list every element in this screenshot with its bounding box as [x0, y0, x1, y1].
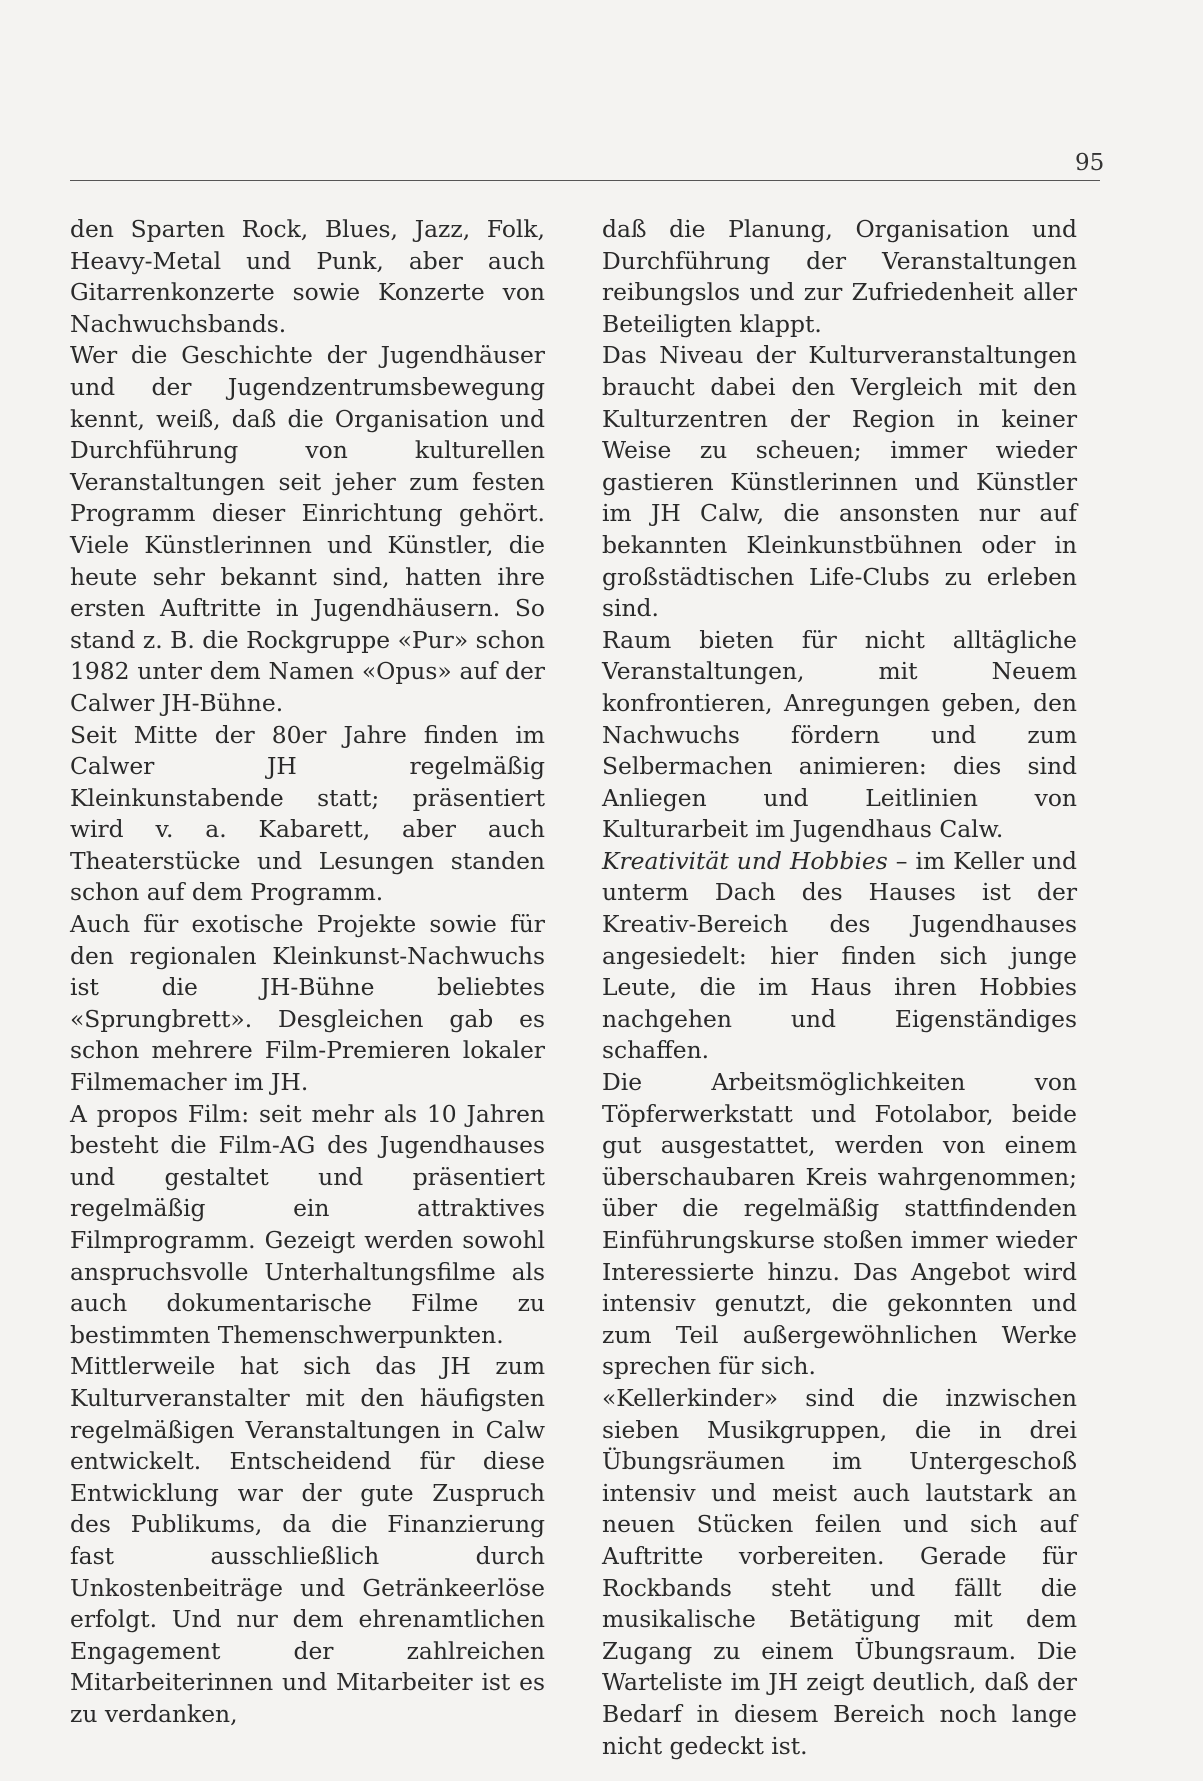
paragraph: daß die Planung, Organisation und Durchführung der Veranstaltungen reibungslos und zur Zufriedenheit aller Beteiligten klappt.: [602, 215, 1077, 338]
italic-heading: Kreativität und Hobbies: [602, 846, 888, 875]
paragraph: A propos Film: seit mehr als 10 Jahren besteht die Film-AG des Jugendhauses und gestaltet und präsentiert regelmäßig ein attraktives Filmprogramm. Gezeigt werden sowohl anspruchsvolle Unterhaltungsfilme als auch dokumentarische Filme zu bestimmten Themenschwerpunkten.: [70, 1099, 545, 1349]
left-column: [70, 214, 545, 1731]
paragraph: Auch für exotische Projekte sowie für den regionalen Kleinkunst-Nachwuchs ist die JH-Bühne beliebtes «Sprungbrett». Desgleichen gab es schon mehrere Film-Premieren lokaler Filmemacher im JH.: [70, 910, 545, 1097]
header-rule: [70, 180, 1100, 181]
paragraph: Das Niveau der Kulturveranstaltungen braucht dabei den Vergleich mit den Kulturzentren der Region in keiner Weise zu scheuen; immer wieder gastieren Künstlerinnen und Künstler im JH Calw, die ansonsten nur auf bekannten Kleinkunstbühnen oder in großstädtischen Life-Clubs zu erleben sind.: [602, 341, 1077, 623]
paragraph: [602, 846, 1077, 1067]
page-number: 95: [1075, 150, 1105, 176]
right-column: [602, 214, 1077, 1762]
paragraph: Die Arbeitsmöglichkeiten von Töpferwerkstatt und Fotolabor, beide gut ausgestattet, werden von einem überschaubaren Kreis wahrgenommen; über die regelmäßig stattfindenden Einführungskurse stoßen immer wieder Interessierte hinzu. Das Angebot wird intensiv genutzt, die gekonnten und zum Teil außergewöhnlichen Werke sprechen für sich.: [602, 1068, 1077, 1381]
paragraph: den Sparten Rock, Blues, Jazz, Folk, Heavy-Metal und Punk, aber auch Gitarrenkonzerte sowie Konzerte von Nachwuchsbands.: [70, 215, 545, 338]
paragraph: Mittlerweile hat sich das JH zum Kulturveranstalter mit den häufigsten regelmäßigen Veranstaltungen in Calw entwickelt. Entscheidend für diese Entwicklung war der gute Zuspruch des Publikums, da die Finanzierung fast ausschließlich durch Unkostenbeiträge und Getränkeerlöse erfolgt. Und nur dem ehrenamtlichen Engagement der zahlreichen Mitarbeiterinnen und Mitarbeiter ist es zu verdanken,: [70, 1352, 545, 1728]
paragraph: Raum bieten für nicht alltägliche Veranstaltungen, mit Neuem konfrontieren, Anregungen geben, den Nachwuchs fördern und zum Selbermachen animieren: dies sind Anliegen und Leitlinien von Kulturarbeit im Jugendhaus Calw.: [602, 625, 1077, 844]
paragraph-text: – im Keller und unterm Dach des Hauses ist der Kreativ-Bereich des Jugendhauses angesiedelt: hier finden sich junge Leute, die im Haus ihren Hobbies nachgehen und Eigenständiges schaffen.: [602, 846, 1077, 1065]
paragraph: Wer die Geschichte der Jugendhäuser und der Jugendzentrumsbewegung kennt, weiß, daß die Organisation und Durchführung von kulturellen Veranstaltungen seit jeher zum festen Programm dieser Einrichtung gehört. Viele Künstlerinnen und Künstler, die heute sehr bekannt sind, hatten ihre ersten Auftritte in Jugendhäusern. So stand z. B. die Rockgruppe «Pur» schon 1982 unter dem Namen «Opus» auf der Calwer JH-Bühne.: [70, 341, 545, 717]
paragraph: Seit Mitte der 80er Jahre finden im Calwer JH regelmäßig Kleinkunstabende statt; präsentiert wird v. a. Kabarett, aber auch Theaterstücke und Lesungen standen schon auf dem Programm.: [70, 720, 545, 907]
paragraph: «Kellerkinder» sind die inzwischen sieben Musikgruppen, die in drei Übungsräumen im Untergeschoß intensiv und meist auch lautstark an neuen Stücken feilen und sich auf Auftritte vorbereiten. Gerade für Rockbands steht und fällt die musikalische Betätigung mit dem Zugang zu einem Übungsraum. Die Warteliste im JH zeigt deutlich, daß der Bedarf in diesem Bereich noch lange nicht gedeckt ist.: [602, 1383, 1077, 1760]
